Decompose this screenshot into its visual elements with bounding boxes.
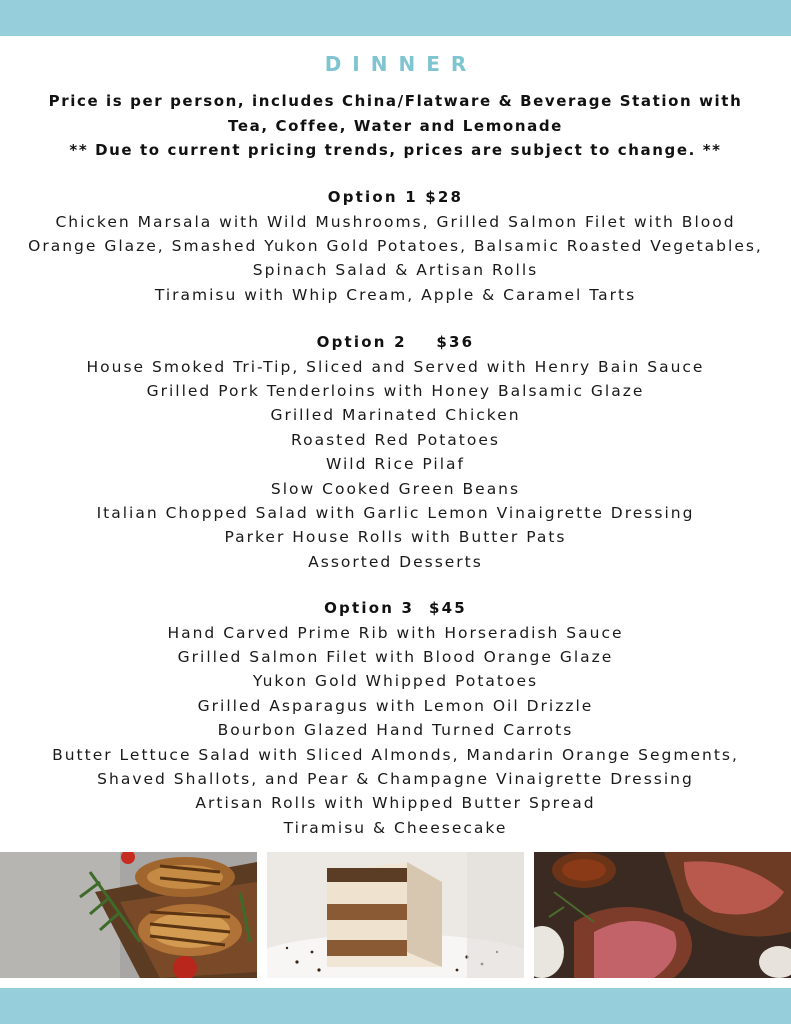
menu-item: Italian Chopped Salad with Garlic Lemon Vinaigrette Dressing xyxy=(96,503,695,522)
menu-item: Assorted Desserts xyxy=(308,552,483,571)
option-heading: Option 3 $45 xyxy=(324,599,467,617)
menu-option-2 xyxy=(0,330,791,574)
menu-item: Yukon Gold Whipped Potatoes xyxy=(252,672,539,691)
top-banner xyxy=(0,0,791,36)
option-heading: Option 2 $36 xyxy=(316,333,475,351)
prime-rib-photo xyxy=(534,852,791,978)
pricing-disclaimer: ** Due to current pricing trends, prices are subject to change. ** xyxy=(69,141,722,159)
menu-item: Spinach Salad & Artisan Rolls xyxy=(252,261,539,280)
menu-item: Parker House Rolls with Butter Pats xyxy=(224,528,567,547)
pricing-note xyxy=(0,89,791,163)
menu-item: Chicken Marsala with Wild Mushrooms, Grilled Salmon Filet with Blood xyxy=(55,212,736,231)
menu-item: Butter Lettuce Salad with Sliced Almonds, Mandarin Orange Segments, xyxy=(52,745,739,764)
menu-option-3 xyxy=(0,596,791,840)
option-heading: Option 1 $28 xyxy=(327,188,464,206)
menu-item: Slow Cooked Green Beans xyxy=(270,479,521,498)
menu-item: Wild Rice Pilaf xyxy=(326,455,465,474)
menu-item: Tiramisu with Whip Cream, Apple & Caramel Tarts xyxy=(154,285,637,304)
menu-item: Grilled Marinated Chicken xyxy=(270,406,521,425)
page-title: DINNER xyxy=(324,52,478,76)
grilled-chicken-photo xyxy=(0,852,257,978)
menu-item: Grilled Pork Tenderloins with Honey Balsamic Glaze xyxy=(146,381,645,400)
menu-option-1 xyxy=(0,185,791,307)
menu-item: Grilled Salmon Filet with Blood Orange Glaze xyxy=(177,647,614,666)
menu-item: Orange Glaze, Smashed Yukon Gold Potatoes, Balsamic Roasted Vegetables, xyxy=(28,236,763,255)
menu-item: Shaved Shallots, and Pear & Champagne Vinaigrette Dressing xyxy=(97,769,694,788)
menu-item: Tiramisu & Cheesecake xyxy=(283,818,508,837)
menu-item: Grilled Asparagus with Lemon Oil Drizzle xyxy=(197,696,594,715)
pricing-note-line: Price is per person, includes China/Flatware & Beverage Station with xyxy=(48,92,743,110)
menu-item: House Smoked Tri-Tip, Sliced and Served with Henry Bain Sauce xyxy=(86,357,705,376)
tiramisu-photo xyxy=(267,852,524,978)
menu-item: Artisan Rolls with Whipped Butter Spread xyxy=(195,794,596,813)
bottom-banner xyxy=(0,988,791,1024)
menu-item: Roasted Red Potatoes xyxy=(291,430,500,449)
menu-item: Hand Carved Prime Rib with Horseradish Sauce xyxy=(167,623,624,642)
menu-item: Bourbon Glazed Hand Turned Carrots xyxy=(217,721,574,740)
pricing-note-line: Tea, Coffee, Water and Lemonade xyxy=(228,116,563,135)
